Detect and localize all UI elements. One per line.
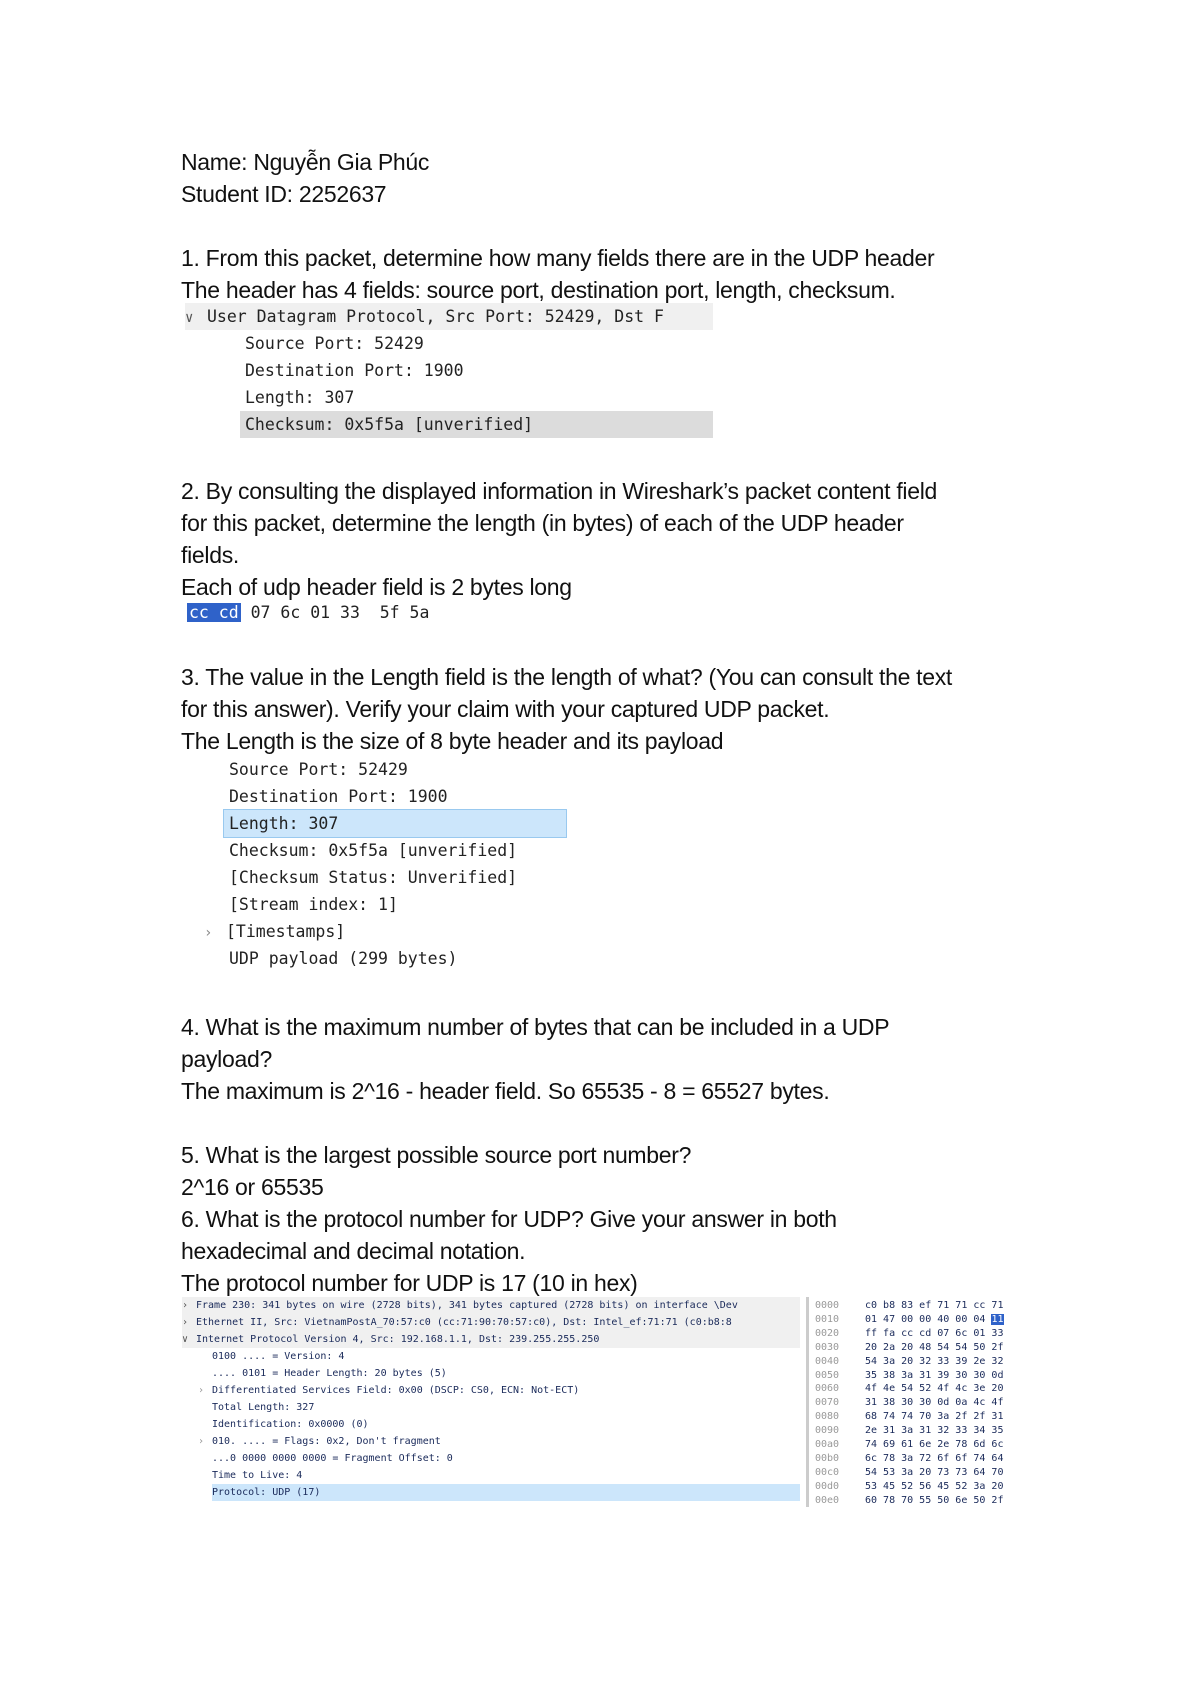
tree-row-collapsed bbox=[204, 918, 345, 945]
hex-offset: 0020 bbox=[815, 1327, 840, 1339]
hex-selected: cc cd bbox=[189, 603, 239, 622]
hex-rest: 07 6c 01 33 5f 5a bbox=[250, 603, 430, 622]
packet-details-pane bbox=[182, 1297, 800, 1507]
hex-bytes-snippet bbox=[187, 600, 429, 626]
hex-selected-byte: 11 bbox=[991, 1313, 1004, 1325]
tree-row-label: Frame 230: 341 bytes on wire (2728 bits), 341 bytes captured (2728 bits) on interface \Dev bbox=[196, 1300, 738, 1311]
hex-bytes: c0 b8 83 ef 71 71 cc 71 bbox=[865, 1300, 1004, 1311]
chevron-down-icon: ∨ bbox=[185, 310, 194, 326]
tree-row: Source Port: 52429 bbox=[245, 334, 424, 353]
hex-offset: 00c0 bbox=[815, 1466, 840, 1478]
q3-question-line: for this answer). Verify your claim with your captured UDP packet. bbox=[181, 696, 830, 722]
q2-question-line: 2. By consulting the displayed information in Wireshark’s packet content field bbox=[181, 478, 938, 504]
hex-bytes: 20 2a 20 48 54 54 50 2f bbox=[865, 1341, 1004, 1353]
hex-bytes: 74 69 61 6e 2e 78 6d 6c bbox=[865, 1439, 1004, 1450]
q4-question-line: payload? bbox=[181, 1046, 272, 1072]
hex-offset: 0030 bbox=[815, 1341, 840, 1353]
student-name: Name: Nguyễn Gia Phúc bbox=[181, 149, 430, 175]
chevron-right-icon: › bbox=[198, 1385, 205, 1396]
udp-length-tree-screenshot bbox=[200, 756, 580, 976]
hex-offset: 00b0 bbox=[815, 1452, 840, 1464]
hex-offset: 0090 bbox=[815, 1425, 840, 1437]
packet-bytes-pane bbox=[806, 1297, 1029, 1507]
chevron-right-icon: › bbox=[198, 1436, 205, 1447]
student-id: Student ID: 2252637 bbox=[181, 181, 387, 207]
wireshark-ip-screenshot bbox=[182, 1297, 1026, 1507]
hex-offset: 00a0 bbox=[815, 1439, 840, 1450]
hex-bytes: 31 38 30 30 0d 0a 4c 4f bbox=[865, 1397, 1004, 1409]
tree-row-frame bbox=[182, 1297, 800, 1314]
q4-answer: The maximum is 2^16 - header field. So 65535 - 8 = 65527 bytes. bbox=[181, 1078, 830, 1104]
hex-offset: 0040 bbox=[815, 1355, 840, 1367]
tree-row: UDP payload (299 bytes) bbox=[229, 949, 458, 968]
q2-question-line: fields. bbox=[181, 542, 239, 568]
q6-question-line: hexadecimal and decimal notation. bbox=[181, 1238, 526, 1264]
hex-row bbox=[815, 1492, 1003, 1507]
chevron-right-icon: › bbox=[182, 1300, 189, 1311]
udp-tree-title: User Datagram Protocol, Src Port: 52429, Dst F bbox=[207, 307, 664, 326]
tree-row: Identification: 0x0000 (0) bbox=[212, 1419, 369, 1430]
tree-row: Destination Port: 1900 bbox=[229, 787, 448, 806]
tree-row-selected: Protocol: UDP (17) bbox=[212, 1484, 800, 1501]
tree-row bbox=[198, 1382, 579, 1399]
tree-row: Checksum: 0x5f5a [unverified] bbox=[229, 841, 518, 860]
q2-question-line: for this packet, determine the length (in bytes) of each of the UDP header bbox=[181, 510, 904, 536]
tree-row: Time to Live: 4 bbox=[212, 1470, 303, 1481]
tree-row: Length: 307 bbox=[245, 388, 355, 407]
hex-offset: 0050 bbox=[815, 1369, 840, 1381]
q6-answer: The protocol number for UDP is 17 (10 in hex) bbox=[181, 1270, 638, 1296]
tree-row: Destination Port: 1900 bbox=[245, 361, 464, 380]
tree-row: Source Port: 52429 bbox=[229, 760, 408, 779]
hex-bytes: 01 47 00 00 40 00 04 bbox=[865, 1313, 986, 1325]
chevron-down-icon: ∨ bbox=[182, 1334, 189, 1345]
chevron-right-icon: › bbox=[204, 925, 213, 941]
hex-bytes: 54 3a 20 32 33 39 2e 32 bbox=[865, 1355, 1004, 1367]
tree-row-label: Ethernet II, Src: VietnamPostA_70:57:c0 (cc:71:90:70:57:c0), Dst: Intel_ef:71:71 (c0:b8:8 bbox=[196, 1317, 732, 1328]
hex-bytes: 60 78 70 55 50 6e 50 2f bbox=[865, 1494, 1004, 1506]
tree-row: ...0 0000 0000 0000 = Fragment Offset: 0 bbox=[212, 1453, 453, 1464]
hex-bytes: 68 74 74 70 3a 2f 2f 31 bbox=[865, 1411, 1004, 1423]
hex-offset: 0070 bbox=[815, 1397, 840, 1409]
hex-offset: 00e0 bbox=[815, 1494, 840, 1506]
hex-bytes: 53 45 52 56 45 52 3a 20 bbox=[865, 1480, 1004, 1492]
tree-row: [Checksum Status: Unverified] bbox=[229, 868, 518, 887]
tree-row: 0100 .... = Version: 4 bbox=[212, 1351, 345, 1362]
hex-offset: 00d0 bbox=[815, 1480, 840, 1492]
q3-question-line: 3. The value in the Length field is the length of what? (You can consult the text bbox=[181, 664, 953, 690]
tree-row-label: Internet Protocol Version 4, Src: 192.168.1.1, Dst: 239.255.255.250 bbox=[196, 1334, 600, 1345]
tree-row-label: 010. .... = Flags: 0x2, Don't fragment bbox=[212, 1436, 441, 1447]
hex-offset: 0000 bbox=[815, 1300, 840, 1311]
q5-answer: 2^16 or 65535 bbox=[181, 1174, 324, 1200]
tree-row-selected: Length: 307 bbox=[224, 810, 566, 837]
hex-bytes: 6c 78 3a 72 6f 6f 74 64 bbox=[865, 1452, 1004, 1464]
hex-offset: 0080 bbox=[815, 1411, 840, 1423]
tree-row-ip bbox=[182, 1331, 800, 1348]
tree-row: .... 0101 = Header Length: 20 bytes (5) bbox=[212, 1368, 447, 1379]
hex-bytes: 4f 4e 54 52 4f 4c 3e 20 bbox=[865, 1383, 1004, 1395]
hex-bytes: ff fa cc cd 07 6c 01 33 bbox=[865, 1327, 1004, 1339]
tree-row: Total Length: 327 bbox=[212, 1402, 315, 1413]
q6-question-line: 6. What is the protocol number for UDP? Give your answer in both bbox=[181, 1206, 837, 1232]
q2-answer: Each of udp header field is 2 bytes long bbox=[181, 574, 572, 600]
q5-question: 5. What is the largest possible source port number? bbox=[181, 1142, 692, 1168]
q4-question-line: 4. What is the maximum number of bytes that can be included in a UDP bbox=[181, 1014, 890, 1040]
tree-row-selected: Checksum: 0x5f5a [unverified] bbox=[240, 411, 713, 438]
tree-row: [Stream index: 1] bbox=[229, 895, 398, 914]
tree-row-label: [Timestamps] bbox=[226, 922, 346, 941]
hex-offset: 0010 bbox=[815, 1313, 840, 1325]
tree-row-ethernet bbox=[182, 1314, 800, 1331]
q3-answer: The Length is the size of 8 byte header and its payload bbox=[181, 728, 724, 754]
hex-offset: 0060 bbox=[815, 1383, 840, 1395]
hex-bytes: 2e 31 3a 31 32 33 34 35 bbox=[865, 1425, 1004, 1437]
udp-header-tree-screenshot bbox=[185, 303, 713, 441]
hex-bytes: 35 38 3a 31 39 30 30 0d bbox=[865, 1369, 1004, 1381]
udp-tree-header bbox=[185, 303, 713, 330]
q1-question: 1. From this packet, determine how many fields there are in the UDP header bbox=[181, 245, 935, 271]
q1-answer: The header has 4 fields: source port, destination port, length, checksum. bbox=[181, 277, 896, 303]
tree-row bbox=[198, 1433, 441, 1450]
chevron-right-icon: › bbox=[182, 1317, 189, 1328]
hex-bytes: 54 53 3a 20 73 73 64 70 bbox=[865, 1466, 1004, 1478]
tree-row-label: Differentiated Services Field: 0x00 (DSCP: CS0, ECN: Not-ECT) bbox=[212, 1385, 580, 1396]
